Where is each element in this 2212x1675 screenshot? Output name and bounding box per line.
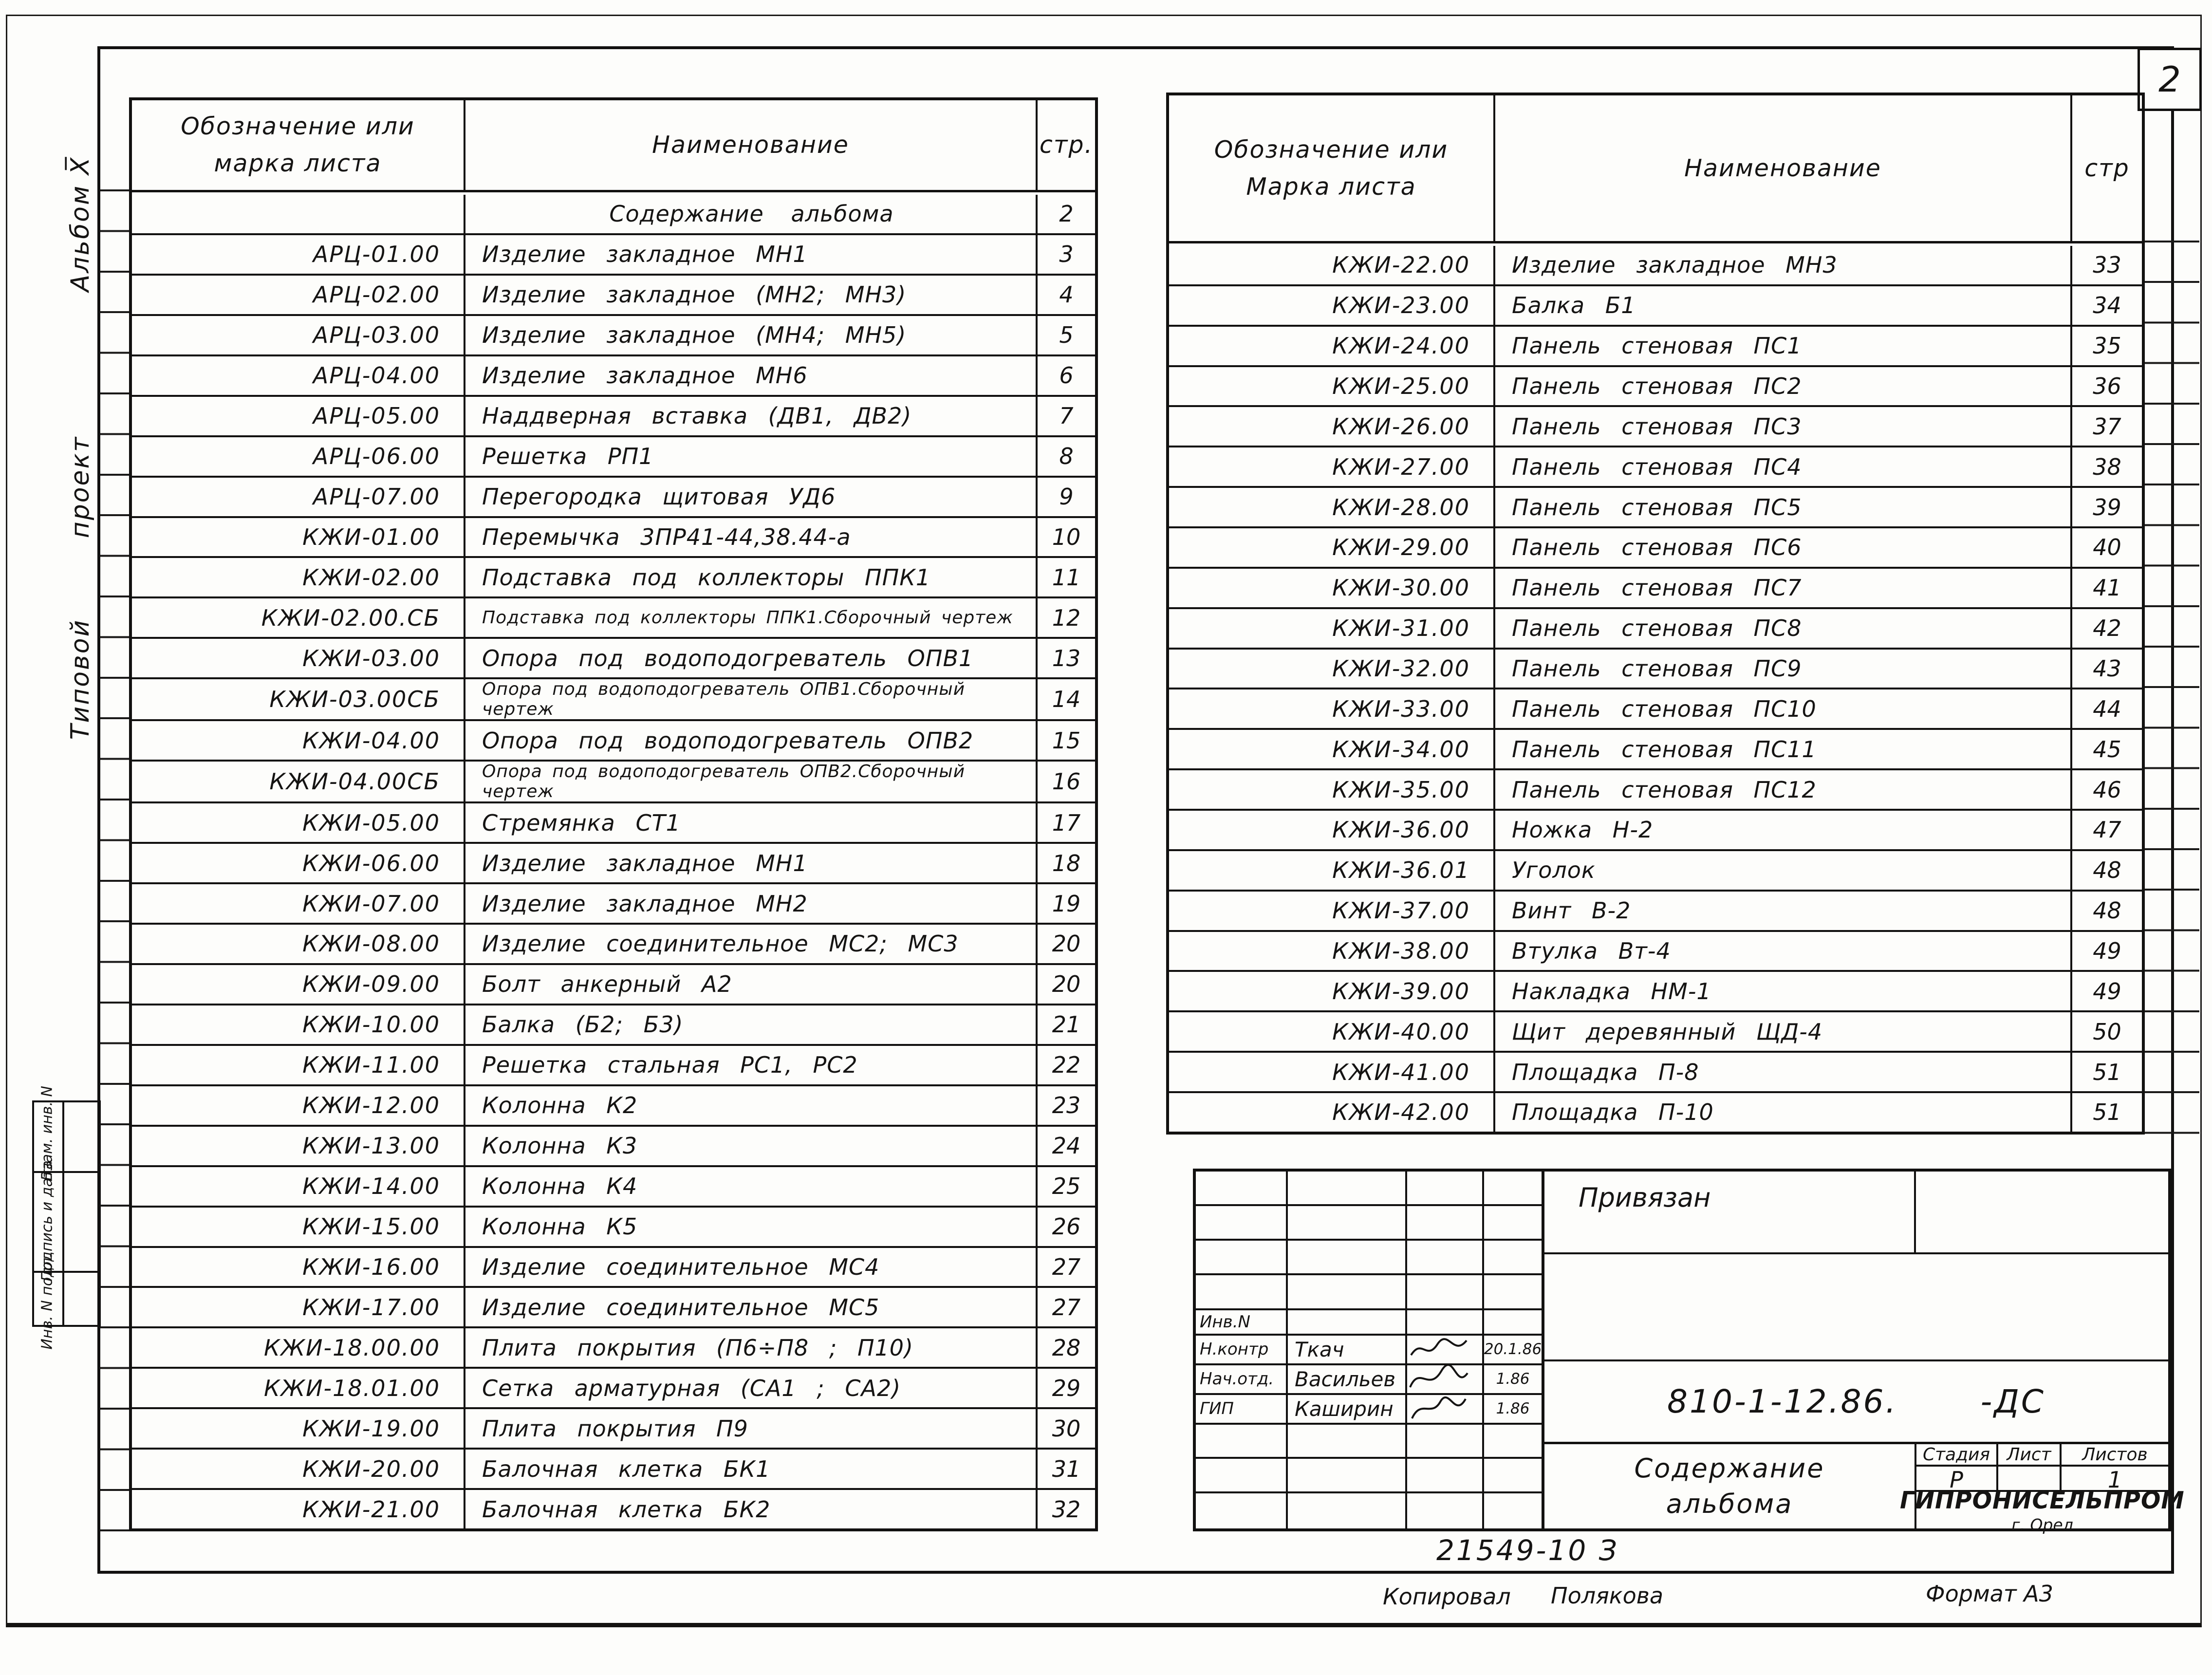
page-cell: 5: [1036, 316, 1095, 354]
table-row: [132, 598, 1095, 639]
name-cell: Панель стеновая ПС7: [1512, 575, 1802, 601]
order-number: 21549-10 З: [1436, 1534, 1619, 1567]
designation-cell: АРЦ-04.00: [132, 356, 465, 395]
table-row: [1169, 689, 2142, 730]
designation-cell: КЖИ-42.00: [1169, 1093, 1495, 1132]
name-cell: Стремянка СТ1: [482, 809, 681, 836]
table-header: [132, 100, 1095, 192]
sheets-label: Листов: [2082, 1444, 2148, 1465]
name-cell: Колонна К3: [482, 1133, 638, 1159]
designation-cell: КЖИ-03.00СБ: [132, 679, 465, 719]
page-cell: 28: [1036, 1328, 1095, 1367]
title-block-sign-grid: [1196, 1172, 1542, 1528]
designation-cell: АРЦ-02.00: [132, 276, 465, 314]
page-cell: 8: [1036, 437, 1095, 476]
page-cell: 10: [1036, 518, 1095, 557]
table-row: [1169, 650, 2142, 690]
name-cell: Панель стеновая ПС6: [1512, 534, 1802, 561]
page-cell: 38: [2070, 447, 2142, 486]
name-cell: Решетка стальная РС1, РС2: [482, 1052, 858, 1079]
designation-cell: КЖИ-22.00: [1169, 246, 1495, 284]
table-row: [132, 478, 1095, 518]
name-cell: Изделие закладное МН1: [482, 241, 808, 268]
name-cell: Опора под водоподогреватель ОПВ1: [482, 645, 974, 671]
name-cell: Панель стеновая ПС1: [1512, 333, 1802, 359]
designation-cell: КЖИ-04.00: [132, 721, 465, 760]
page-cell: 18: [1036, 844, 1095, 882]
page-cell: 48: [2070, 851, 2142, 890]
page-cell: 36: [2070, 367, 2142, 406]
title-block-empty-band: [1544, 1254, 2168, 1361]
page-cell: 49: [2070, 932, 2142, 970]
name-cell: Панель стеновая ПС11: [1512, 736, 1817, 763]
page-cell: 33: [2070, 246, 2142, 284]
designation-cell: КЖИ-11.00: [132, 1046, 465, 1084]
signature-mark: [1407, 1365, 1484, 1393]
table-header: [1169, 95, 2142, 243]
header-designation: Обозначение или Марка листа: [1169, 95, 1495, 241]
table-row: [1169, 407, 2142, 447]
name-cell: Колонна К5: [482, 1213, 638, 1240]
designation-cell: КЖИ-26.00: [1169, 407, 1495, 446]
table-row: [132, 276, 1095, 316]
page-cell: 7: [1036, 397, 1095, 435]
designation-cell: КЖИ-05.00: [132, 803, 465, 842]
table-row: [1169, 811, 2142, 851]
table-row: [132, 437, 1095, 478]
name-cell: Изделие соединительное МС2; МС3: [482, 931, 959, 957]
designation-cell: КЖИ-30.00: [1169, 569, 1495, 607]
designation-cell: КЖИ-16.00: [132, 1248, 465, 1286]
name-cell: Панель стеновая ПС3: [1512, 413, 1802, 440]
table-row: [1169, 447, 2142, 488]
designation-cell: КЖИ-36.01: [1169, 851, 1495, 890]
inv-number-label: Инв.N: [1196, 1310, 1288, 1333]
header-name: Наименование: [1495, 95, 2072, 241]
table-row: [132, 195, 1095, 235]
name-cell: Балка Б1: [1512, 292, 1636, 319]
title-block-empty-cell: [1916, 1172, 2168, 1254]
name-cell: Решетка РП1: [482, 443, 654, 470]
stamp-field-vzam: Взам. инв. N: [38, 1086, 56, 1181]
page-cell: 20: [1036, 925, 1095, 963]
table-body: [132, 195, 1095, 1528]
table-row: [132, 1328, 1095, 1369]
table-row: [132, 1005, 1095, 1046]
name-cell: Накладка НМ-1: [1512, 978, 1711, 1005]
name-cell: Винт В-2: [1512, 897, 1631, 924]
copied-by-label: Копировал: [1383, 1583, 1511, 1610]
table-row: [132, 1288, 1095, 1328]
table-row: [132, 316, 1095, 356]
table-row: [132, 844, 1095, 884]
page-cell: 50: [2070, 1012, 2142, 1051]
copied-by-name: Полякова: [1551, 1582, 1664, 1609]
name-cell: Площадка П-8: [1512, 1059, 1699, 1085]
table-row: [1169, 892, 2142, 932]
name-cell: Перегородка щитовая УД6: [482, 484, 836, 510]
designation-cell: КЖИ-10.00: [132, 1005, 465, 1044]
contents-table-left: [129, 97, 1098, 1531]
name-cell: Опора под водоподогреватель ОПВ2.Сборочный чертеж: [482, 762, 966, 802]
name-cell: Балка (Б2; Б3): [482, 1011, 684, 1038]
table-row: [132, 721, 1095, 762]
page-cell: 34: [2070, 286, 2142, 325]
page-cell: 31: [1036, 1450, 1095, 1488]
name-cell: Балочная клетка БК2: [482, 1496, 771, 1523]
designation-cell: КЖИ-37.00: [1169, 892, 1495, 930]
table-row: [1169, 972, 2142, 1012]
page-cell: 42: [2070, 609, 2142, 648]
page-cell: 14: [1036, 679, 1095, 719]
table-row: [1169, 1053, 2142, 1093]
signature-mark: [1407, 1336, 1484, 1363]
name-cell: Изделие закладное МН1: [482, 850, 808, 876]
name-cell: Сетка арматурная (СА1 ; СА2): [482, 1375, 901, 1401]
table-row: [1169, 246, 2142, 286]
sheets-value: 1: [2107, 1467, 2122, 1493]
table-row: [1169, 932, 2142, 972]
table-row: [1169, 1012, 2142, 1053]
page-cell: 27: [1036, 1248, 1095, 1286]
table-row: [1169, 730, 2142, 770]
page-cell: 24: [1036, 1127, 1095, 1165]
table-row: [1169, 327, 2142, 367]
table-row: [1169, 569, 2142, 609]
designation-cell: КЖИ-07.00: [132, 884, 465, 923]
table-row: [132, 1490, 1095, 1528]
name-cell: Плита покрытия (П6÷П8 ; П10): [482, 1334, 914, 1361]
designation-cell: КЖИ-12.00: [132, 1086, 465, 1125]
table-row: [132, 1046, 1095, 1086]
format-note: Формат А3: [1926, 1581, 2053, 1607]
page-cell: 37: [2070, 407, 2142, 446]
sign-row-ncontr: Н.контр Ткач 20.1.86: [1196, 1336, 1542, 1365]
designation-cell: КЖИ-18.01.00: [132, 1369, 465, 1407]
designation-cell: КЖИ-02.00: [132, 558, 465, 596]
name-cell: Изделие закладное (МН2; МН3): [482, 281, 907, 308]
designation-cell: АРЦ-07.00: [132, 478, 465, 516]
designation-cell: КЖИ-18.00.00: [132, 1328, 465, 1367]
page-cell: 43: [2070, 650, 2142, 688]
stage-sheet-grid: [1900, 1444, 2185, 1534]
designation-cell: КЖИ-19.00: [132, 1409, 465, 1448]
name-cell: Панель стеновая ПС12: [1512, 776, 1817, 803]
sign-row-gip: ГИП Каширин 1.86: [1196, 1395, 1542, 1425]
name-cell: Подставка под коллекторы ППК1: [482, 564, 931, 591]
table-row: [132, 762, 1095, 803]
designation-cell: КЖИ-03.00: [132, 639, 465, 677]
page-cell: 12: [1036, 598, 1095, 637]
designation-cell: КЖИ-01.00: [132, 518, 465, 557]
designation-cell: КЖИ-36.00: [1169, 811, 1495, 849]
page-cell: 41: [2070, 569, 2142, 607]
designation-cell: КЖИ-24.00: [1169, 327, 1495, 365]
table-row: [1169, 367, 2142, 408]
designation-cell: КЖИ-08.00: [132, 925, 465, 963]
header-page: стр.: [1039, 131, 1094, 159]
header-name: Наименование: [465, 100, 1038, 190]
designation-cell: КЖИ-21.00: [132, 1490, 465, 1528]
page-cell: 11: [1036, 558, 1095, 596]
page-cell: 22: [1036, 1046, 1095, 1084]
header-designation: Обозначение или марка листа: [132, 100, 465, 190]
page-cell: 9: [1036, 478, 1095, 516]
page-cell: 27: [1036, 1288, 1095, 1326]
page-cell: 29: [1036, 1369, 1095, 1407]
designation-cell: КЖИ-04.00СБ: [132, 762, 465, 801]
row-tick-marks-left: [100, 189, 129, 1533]
page-number: 2: [2158, 59, 2181, 100]
signature-mark: [1407, 1395, 1484, 1423]
name-cell: Ножка Н-2: [1512, 817, 1654, 843]
name-cell: Колонна К4: [482, 1173, 638, 1200]
page-cell: 13: [1036, 639, 1095, 677]
margin-album-label: Альбом X̅: [66, 156, 95, 292]
stage-label: Стадия: [1916, 1444, 1998, 1465]
name-cell: Щит деревянный ЩД-4: [1512, 1018, 1823, 1045]
page-cell: 35: [2070, 327, 2142, 365]
table-row: [1169, 609, 2142, 650]
document-number-cell: [1544, 1361, 2168, 1444]
table-row: [132, 884, 1095, 925]
page-cell: 40: [2070, 528, 2142, 567]
document-number: 810-1-12.86.: [1667, 1383, 1898, 1420]
designation-cell: КЖИ-02.00.СБ: [132, 598, 465, 637]
designation-cell: КЖИ-14.00: [132, 1167, 465, 1206]
document-suffix: -ДС: [1980, 1383, 2045, 1420]
name-cell: Подставка под коллекторы ППК1.Сборочный чертеж: [482, 608, 1013, 628]
table-body: [1169, 246, 2142, 1132]
page-cell: 3: [1036, 235, 1095, 274]
stamp-field-inv: Инв. N подл.: [38, 1253, 56, 1350]
page-cell: 51: [2070, 1053, 2142, 1091]
page-cell: 4: [1036, 276, 1095, 314]
table-row: [1169, 488, 2142, 528]
name-cell: Площадка П-10: [1512, 1099, 1714, 1126]
binding-note-cell: [1544, 1172, 1916, 1254]
table-row: [132, 925, 1095, 965]
page-number-box: [2138, 48, 2202, 111]
page-cell: 49: [2070, 972, 2142, 1010]
stage-value: Р: [1916, 1467, 1998, 1493]
designation-cell: КЖИ-31.00: [1169, 609, 1495, 648]
name-cell: Изделие соединительное МС4: [482, 1253, 880, 1280]
designation-cell: КЖИ-39.00: [1169, 972, 1495, 1010]
name-cell: Изделие закладное (МН4; МН5): [482, 322, 907, 349]
page-cell: 2: [1036, 195, 1095, 233]
page-cell: 48: [2070, 892, 2142, 930]
page-cell: 47: [2070, 811, 2142, 849]
organization-name: ГИПРОНИСЕЛЬПРОМ: [1900, 1486, 2185, 1514]
designation-cell: КЖИ-34.00: [1169, 730, 1495, 768]
name-cell: Плита покрытия П9: [482, 1415, 748, 1442]
page-cell: 32: [1036, 1490, 1095, 1528]
table-row: [132, 1248, 1095, 1288]
table-row: [132, 1167, 1095, 1208]
table-row: [132, 558, 1095, 598]
page-cell: 21: [1036, 1005, 1095, 1044]
designation-cell: КЖИ-29.00: [1169, 528, 1495, 567]
table-row: [1169, 851, 2142, 892]
designation-cell: КЖИ-17.00: [132, 1288, 465, 1326]
designation-cell: КЖИ-38.00: [1169, 932, 1495, 970]
name-cell: Панель стеновая ПС2: [1512, 373, 1802, 399]
designation-cell: КЖИ-27.00: [1169, 447, 1495, 486]
page-cell: 30: [1036, 1409, 1095, 1448]
page-cell: 20: [1036, 965, 1095, 1004]
designation-cell: КЖИ-40.00: [1169, 1012, 1495, 1051]
table-row: [1169, 286, 2142, 327]
designation-cell: КЖИ-32.00: [1169, 650, 1495, 688]
designation-cell: КЖИ-15.00: [132, 1208, 465, 1246]
table-row: [132, 397, 1095, 437]
designation-cell: КЖИ-28.00: [1169, 488, 1495, 526]
designation-cell: КЖИ-06.00: [132, 844, 465, 882]
header-page: стр: [2084, 154, 2130, 182]
table-row: [132, 1369, 1095, 1409]
table-row: [1169, 1093, 2142, 1132]
stamp-table-divider: [62, 1102, 64, 1325]
name-cell: Изделие соединительное МС5: [482, 1294, 880, 1321]
designation-cell: КЖИ-20.00: [132, 1450, 465, 1488]
page-cell: 16: [1036, 762, 1095, 801]
table-row: [132, 803, 1095, 844]
page-cell: 25: [1036, 1167, 1095, 1206]
table-row: [1169, 770, 2142, 811]
sign-row-nachotd: Нач.отд. Васильев 1.86: [1196, 1365, 1542, 1395]
organization-city: г. Орел: [2011, 1515, 2073, 1534]
table-row: [132, 1208, 1095, 1248]
name-cell: Панель стеновая ПС4: [1512, 453, 1802, 480]
designation-cell: КЖИ-35.00: [1169, 770, 1495, 809]
page-cell: 46: [2070, 770, 2142, 809]
name-cell: Изделие закладное МН3: [1512, 252, 1838, 279]
page-cell: 51: [2070, 1093, 2142, 1132]
name-cell: Панель стеновая ПС10: [1512, 695, 1817, 722]
binding-note: Привязан: [1579, 1182, 1711, 1213]
contents-table-right: [1166, 93, 2145, 1135]
designation-cell: АРЦ-05.00: [132, 397, 465, 435]
designation-cell: КЖИ-41.00: [1169, 1053, 1495, 1091]
table-row: [1169, 528, 2142, 569]
page-cell: 19: [1036, 884, 1095, 923]
title-block: [1193, 1169, 2185, 1534]
name-cell: Содержание альбома: [609, 201, 894, 227]
name-cell: Наддверная вставка (ДВ1, ДВ2): [482, 403, 912, 429]
margin-typical-label: Типовой: [66, 618, 95, 740]
name-cell: Колонна К2: [482, 1092, 638, 1119]
table-row: [132, 965, 1095, 1005]
designation-cell: АРЦ-03.00: [132, 316, 465, 354]
table-row: [132, 679, 1095, 721]
page-cell: 23: [1036, 1086, 1095, 1125]
table-row: [132, 1450, 1095, 1490]
name-cell: Перемычка 3ПР41-44,38.44-а: [482, 523, 851, 550]
table-row: [132, 235, 1095, 276]
table-row: [132, 518, 1095, 558]
page-cell: 39: [2070, 488, 2142, 526]
page-cell: 17: [1036, 803, 1095, 842]
row-tick-marks-right: [2145, 241, 2199, 1136]
name-cell: Опора под водоподогреватель ОПВ1.Сборочный чертеж: [482, 679, 966, 720]
stage-header-row: [1916, 1444, 2168, 1467]
table-row: [132, 1086, 1095, 1127]
designation-cell: КЖИ-33.00: [1169, 689, 1495, 728]
sheet-label: Лист: [1998, 1444, 2062, 1465]
name-cell: Панель стеновая ПС8: [1512, 615, 1802, 642]
designation-cell: КЖИ-13.00: [132, 1127, 465, 1165]
name-cell: Втулка Вт-4: [1512, 938, 1671, 965]
designation-cell: КЖИ-25.00: [1169, 367, 1495, 406]
stamp-field-podpis: Подпись и дата: [38, 1160, 56, 1282]
name-cell: Опора под водоподогреватель ОПВ2: [482, 727, 974, 754]
name-cell: Панель стеновая ПС9: [1512, 655, 1802, 682]
name-cell: Изделие закладное МН2: [482, 890, 808, 917]
organization-cell: [1900, 1486, 2185, 1534]
designation-cell: [132, 195, 465, 233]
designation-cell: КЖИ-09.00: [132, 965, 465, 1004]
name-cell: Балочная клетка БК1: [482, 1455, 771, 1482]
name-cell: Уголок: [1512, 857, 1596, 884]
table-row: [132, 639, 1095, 679]
document-title-cell: Содержание альбома: [1544, 1444, 1916, 1528]
designation-cell: АРЦ-01.00: [132, 235, 465, 274]
name-cell: Изделие закладное МН6: [482, 362, 808, 389]
margin-project-label: проект: [66, 435, 95, 539]
table-row: [132, 356, 1095, 397]
page-cell: 44: [2070, 689, 2142, 728]
page-cell: 45: [2070, 730, 2142, 768]
page-cell: 15: [1036, 721, 1095, 760]
table-row: [132, 1127, 1095, 1167]
designation-cell: АРЦ-06.00: [132, 437, 465, 476]
name-cell: Панель стеновая ПС5: [1512, 494, 1802, 521]
page-cell: 26: [1036, 1208, 1095, 1246]
page-cell: 6: [1036, 356, 1095, 395]
name-cell: Болт анкерный А2: [482, 971, 732, 998]
table-row: [132, 1409, 1095, 1450]
designation-cell: КЖИ-23.00: [1169, 286, 1495, 325]
